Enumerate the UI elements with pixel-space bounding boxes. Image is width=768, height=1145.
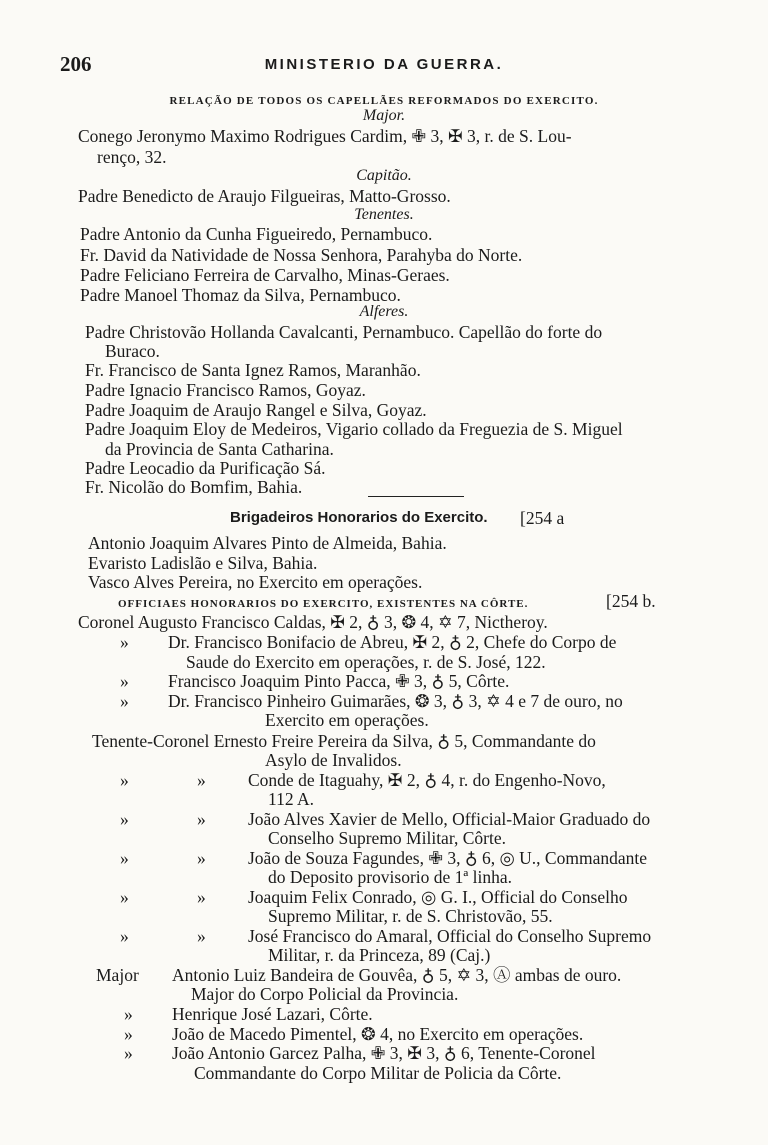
text-line: Padre Benedicto de Araujo Filgueiras, Matto-Grosso.	[78, 186, 451, 206]
text-line: Antonio Joaquim Alvares Pinto de Almeida, Bahia.	[88, 533, 447, 553]
ditto-mark: »	[120, 926, 129, 946]
text-line: renço, 32.	[97, 147, 167, 167]
text-line: Saude do Exercito em operações, r. de S. José, 122.	[186, 652, 546, 672]
ditto-mark: »	[124, 1024, 133, 1044]
text-line: Francisco Joaquim Pinto Pacca, ✙ 3, ♁ 5, Côrte.	[168, 671, 510, 691]
ditto-mark: »	[124, 1004, 133, 1024]
rank-alferes: Alferes.	[359, 303, 409, 320]
text-line: João Alves Xavier de Mello, Official-Maior Graduado do	[248, 809, 651, 829]
text-line: Tenente-Coronel Ernesto Freire Pereira da Silva, ♁ 5, Commandante do	[92, 731, 596, 751]
text-line: Padre Ignacio Francisco Ramos, Goyaz.	[85, 380, 366, 400]
rank-major: Major.	[362, 107, 406, 124]
text-line: Vasco Alves Pereira, no Exercito em operações.	[88, 572, 423, 592]
text-line: Padre Joaquim de Araujo Rangel e Silva, Goyaz.	[85, 400, 427, 420]
section-heading-capellaes: RELAÇÃO DE TODOS OS CAPELLÃES REFORMADOS DO EXERCITO.	[169, 95, 599, 107]
text-line: Fr. Francisco de Santa Ignez Ramos, Maranhão.	[85, 360, 421, 380]
text-line: Dr. Francisco Bonifacio de Abreu, ✠ 2, ♁ 2, Chefe do Corpo de	[168, 632, 617, 652]
text-line: Major do Corpo Policial da Provincia.	[191, 984, 459, 1004]
section-heading-brigadeiros: Brigadeiros Honorarios do Exercito.	[230, 509, 488, 526]
text-line: Commandante do Corpo Militar de Policia da Côrte.	[194, 1063, 562, 1083]
section-ref: [254 a	[520, 508, 565, 528]
text-line: Fr. Nicolão do Bomfim, Bahia.	[85, 477, 303, 497]
ditto-mark: »	[197, 848, 206, 868]
text-line: Conde de Itaguahy, ✠ 2, ♁ 4, r. do Engenho-Novo,	[248, 770, 606, 790]
text-line: Conselho Supremo Militar, Côrte.	[268, 828, 506, 848]
ditto-mark: »	[120, 887, 129, 907]
ditto-mark: »	[120, 770, 129, 790]
text-line: João Antonio Garcez Palha, ✙ 3, ✠ 3, ♁ 6, Tenente-Coronel	[172, 1043, 596, 1063]
ditto-mark: »	[120, 809, 129, 829]
rank-tenentes: Tenentes.	[354, 206, 414, 223]
text-line: Dr. Francisco Pinheiro Guimarães, ❂ 3, ♁ 3, ✡ 4 e 7 de ouro, no	[168, 691, 623, 711]
text-line: Buraco.	[105, 341, 160, 361]
text-line: Padre Antonio da Cunha Figueiredo, Pernambuco.	[80, 224, 433, 244]
ditto-mark: »	[197, 926, 206, 946]
text-line: Padre Leocadio da Purificação Sá.	[85, 458, 326, 478]
text-line: da Provincia de Santa Catharina.	[105, 439, 334, 459]
text-line: Joaquim Felix Conrado, ◎ G. I., Official do Conselho	[248, 887, 628, 907]
text-line: Padre Manoel Thomaz da Silva, Pernambuco.	[80, 285, 401, 305]
section-heading-officiaes: OFFICIAES HONORARIOS DO EXERCITO, EXISTENTES NA CÔRTE.	[118, 598, 529, 610]
section-ref: [254 b.	[606, 591, 656, 611]
text-line: Militar, r. da Princeza, 89 (Caj.)	[268, 945, 491, 965]
text-line: Fr. David da Natividade de Nossa Senhora, Parahyba do Norte.	[80, 245, 523, 265]
text-line: João de Souza Fagundes, ✙ 3, ♁ 6, ◎ U., Commandante	[248, 848, 647, 868]
text-line: José Francisco do Amaral, Official do Conselho Supremo	[248, 926, 652, 946]
rank-capitao: Capitão.	[356, 167, 412, 184]
divider-rule	[368, 496, 464, 497]
ditto-mark: »	[197, 770, 206, 790]
text-line: Henrique José Lazari, Côrte.	[172, 1004, 373, 1024]
text-line: Antonio Luiz Bandeira de Gouvêa, ♁ 5, ✡ 3, Ⓐ ambas de ouro.	[172, 965, 622, 985]
running-head: MINISTERIO DA GUERRA.	[264, 56, 504, 73]
text-line: João de Macedo Pimentel, ❂ 4, no Exercito em operações.	[172, 1024, 584, 1044]
text-line: Exercito em operações.	[265, 710, 429, 730]
text-line: Asylo de Invalidos.	[265, 750, 402, 770]
text-line: Coronel Augusto Francisco Caldas, ✠ 2, ♁ 3, ❂ 4, ✡ 7, Nictheroy.	[78, 612, 548, 632]
ditto-mark: »	[197, 887, 206, 907]
text-line: Padre Feliciano Ferreira de Carvalho, Minas-Geraes.	[80, 265, 450, 285]
ditto-mark: »	[120, 848, 129, 868]
ditto-mark: »	[120, 671, 129, 691]
ditto-mark: »	[120, 632, 129, 652]
text-line: Padre Joaquim Eloy de Medeiros, Vigario collado da Freguezia de S. Miguel	[85, 419, 623, 439]
text-line: Padre Christovão Hollanda Cavalcanti, Pernambuco. Capellão do forte do	[85, 322, 603, 342]
text-line: Conego Jeronymo Maximo Rodrigues Cardim, ✙ 3, ✠ 3, r. de S. Lou-	[78, 126, 572, 146]
page-number: 206	[60, 52, 92, 76]
text-line: Evaristo Ladislão e Silva, Bahia.	[88, 553, 318, 573]
ditto-mark: »	[120, 691, 129, 711]
ditto-mark: »	[124, 1043, 133, 1063]
rank-label: Major	[96, 965, 139, 985]
text-line: Supremo Militar, r. de S. Christovão, 55.	[268, 906, 553, 926]
text-line: 112 A.	[268, 789, 315, 809]
text-line: do Deposito provisorio de 1ª linha.	[268, 867, 512, 887]
ditto-mark: »	[197, 809, 206, 829]
